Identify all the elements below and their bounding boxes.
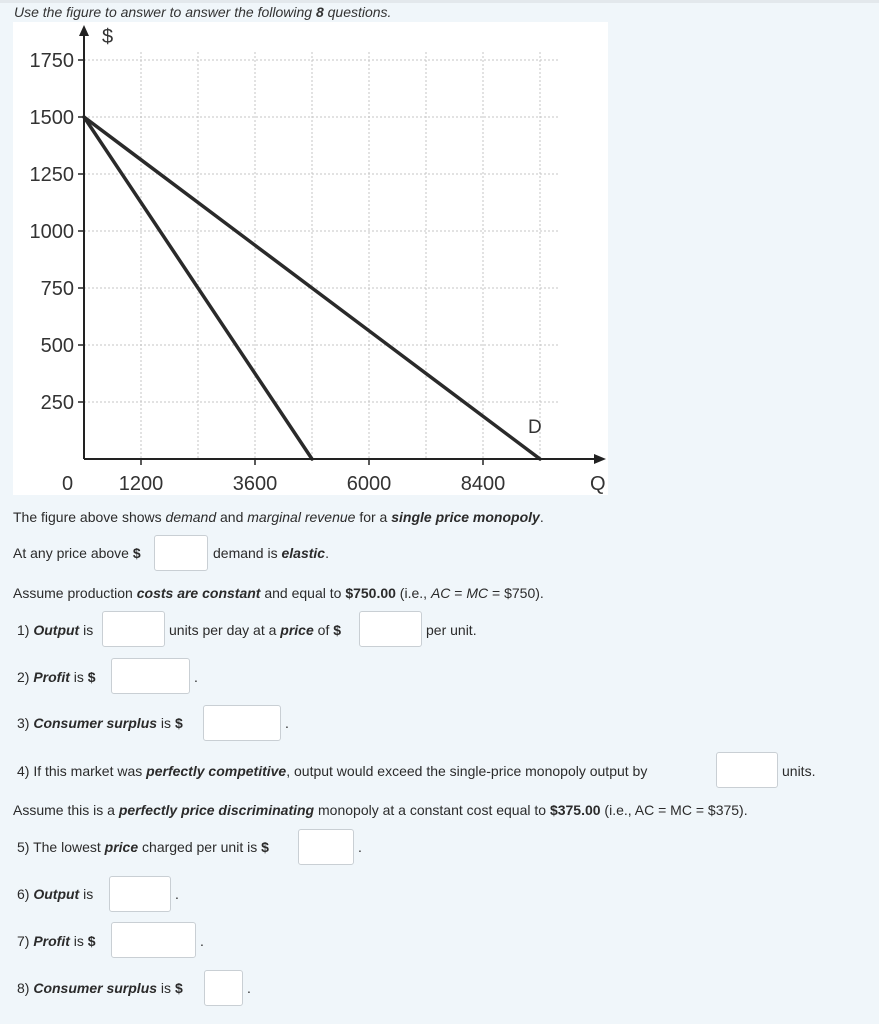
- elastic-prompt: [13, 545, 141, 561]
- question-4: [17, 763, 647, 779]
- question-8: [17, 980, 183, 996]
- assume-part: Assume this is a: [13, 802, 119, 818]
- assume-part: =: [450, 585, 467, 601]
- assume-cost: $750.00: [345, 585, 396, 601]
- q5-lowest-price-input[interactable]: [298, 829, 354, 865]
- x-tick-label: 3600: [232, 473, 278, 495]
- y-tick-label: 1250: [29, 164, 74, 186]
- q3-consumer-surplus: Consumer surplus: [33, 715, 158, 731]
- chart-description: [13, 509, 544, 525]
- q4-post: , output would exceed the single-price monopoly output by: [286, 763, 648, 779]
- assume-part: monopoly at a constant cost equal to: [314, 802, 550, 818]
- assume-bold: costs are constant: [136, 585, 261, 601]
- q1-output-input[interactable]: [102, 611, 165, 647]
- elastic-mid: demand is: [213, 545, 282, 561]
- q5-period: .: [358, 839, 362, 855]
- desc-part: and: [216, 509, 248, 525]
- q7-period: .: [200, 933, 204, 949]
- elastic-pre: At any price above: [13, 545, 133, 561]
- question-3: [17, 715, 183, 731]
- intro-post: questions.: [323, 4, 392, 20]
- assume-part: and equal to: [260, 585, 346, 601]
- q-is: is: [157, 980, 175, 996]
- q2-period: .: [194, 669, 198, 685]
- q5-pre: 5) The lowest: [17, 839, 105, 855]
- q-number: 1): [17, 622, 34, 638]
- q1-output: Output: [33, 622, 80, 638]
- intro-text: [14, 4, 391, 20]
- x-axis-label: Q: [590, 473, 606, 495]
- q8-consumer-surplus-input[interactable]: [204, 970, 243, 1006]
- q5-price: price: [104, 839, 139, 855]
- q-is: is: [79, 622, 94, 638]
- elastic-suffix: [213, 545, 329, 561]
- y-tick-label: 250: [40, 392, 74, 414]
- q6-output-input[interactable]: [109, 876, 171, 912]
- origin-label: 0: [62, 473, 74, 495]
- desc-mr: marginal revenue: [247, 509, 356, 525]
- q-number: 3): [17, 715, 34, 731]
- question-5: [17, 839, 269, 855]
- q-number: 2): [17, 669, 34, 685]
- q8-consumer-surplus: Consumer surplus: [33, 980, 158, 996]
- q2-profit: Profit: [33, 669, 70, 685]
- question-7: [17, 933, 96, 949]
- dollar-sign: $: [333, 622, 342, 638]
- q6-output: Output: [33, 886, 80, 902]
- q3-consumer-surplus-input[interactable]: [203, 705, 281, 741]
- q-is: is: [69, 933, 88, 949]
- x-tick-label: 1200: [118, 473, 164, 495]
- desc-demand: demand: [165, 509, 217, 525]
- q1-per-unit: per unit.: [426, 622, 477, 638]
- q-number: 6): [17, 886, 34, 902]
- y-axis-label: $: [102, 26, 114, 48]
- q3-period: .: [285, 715, 289, 731]
- assume-ac: AC: [430, 585, 451, 601]
- q1-price-input[interactable]: [359, 611, 422, 647]
- q-number: 7): [17, 933, 34, 949]
- assumption-cost-750: [13, 585, 544, 601]
- dollar-sign: $: [87, 933, 96, 949]
- q7-profit-input[interactable]: [111, 922, 196, 958]
- question-6: [17, 886, 93, 902]
- y-tick-label: 1500: [29, 107, 74, 129]
- assume-part: (i.e.,: [395, 585, 431, 601]
- y-tick-label: 500: [40, 335, 74, 357]
- q2-profit-input[interactable]: [111, 658, 190, 694]
- assumption-cost-375: [13, 802, 748, 818]
- demand-curve-label: D: [528, 417, 542, 438]
- dollar-sign: $: [132, 545, 141, 561]
- dollar-sign: $: [261, 839, 269, 855]
- q8-period: .: [247, 980, 251, 996]
- q4-units: units.: [782, 763, 816, 779]
- assume-part: (i.e., AC = MC = $375).: [600, 802, 748, 818]
- q1-price: price: [280, 622, 314, 638]
- assume-part: = $750).: [488, 585, 544, 601]
- q-number: 8): [17, 980, 34, 996]
- x-tick-label: 8400: [460, 473, 506, 495]
- y-tick-label: 1750: [29, 50, 74, 72]
- elastic-word: elastic: [281, 545, 326, 561]
- assume-discriminating: perfectly price discriminating: [118, 802, 315, 818]
- q-is: is: [157, 715, 175, 731]
- q1-of: of: [313, 622, 334, 638]
- y-tick-label: 750: [40, 278, 74, 300]
- assume-part: Assume production: [13, 585, 137, 601]
- assume-mc: MC: [466, 585, 489, 601]
- x-tick-label: 6000: [346, 473, 392, 495]
- elastic-price-input[interactable]: [154, 535, 208, 571]
- q4-output-difference-input[interactable]: [716, 752, 778, 788]
- question-2: [17, 669, 96, 685]
- elastic-end: .: [325, 545, 329, 561]
- top-border: [0, 0, 879, 3]
- q-is: is: [69, 669, 88, 685]
- desc-part: for a: [355, 509, 392, 525]
- chart-background: [13, 22, 608, 495]
- desc-part: The figure above shows: [13, 509, 166, 525]
- q5-post: charged per unit is: [138, 839, 262, 855]
- intro-pre: Use the figure to answer to answer the following: [14, 4, 316, 20]
- intro-number: 8: [315, 4, 324, 20]
- q4-competitive: perfectly competitive: [146, 763, 287, 779]
- question-1: [17, 622, 93, 638]
- q1-mid: units per day at a: [169, 622, 281, 638]
- q4-pre: 4) If this market was: [17, 763, 147, 779]
- dollar-sign: $: [87, 669, 96, 685]
- assume-cost: $375.00: [549, 802, 601, 818]
- dollar-sign: $: [174, 715, 183, 731]
- q-is: is: [79, 886, 94, 902]
- q7-profit: Profit: [33, 933, 70, 949]
- demand-mr-chart: [13, 22, 608, 495]
- question-1-mid: [169, 622, 341, 638]
- q6-period: .: [175, 886, 179, 902]
- desc-monopoly: single price monopoly: [391, 509, 540, 525]
- desc-period: .: [539, 509, 544, 525]
- y-tick-label: 1000: [29, 221, 74, 243]
- dollar-sign: $: [174, 980, 183, 996]
